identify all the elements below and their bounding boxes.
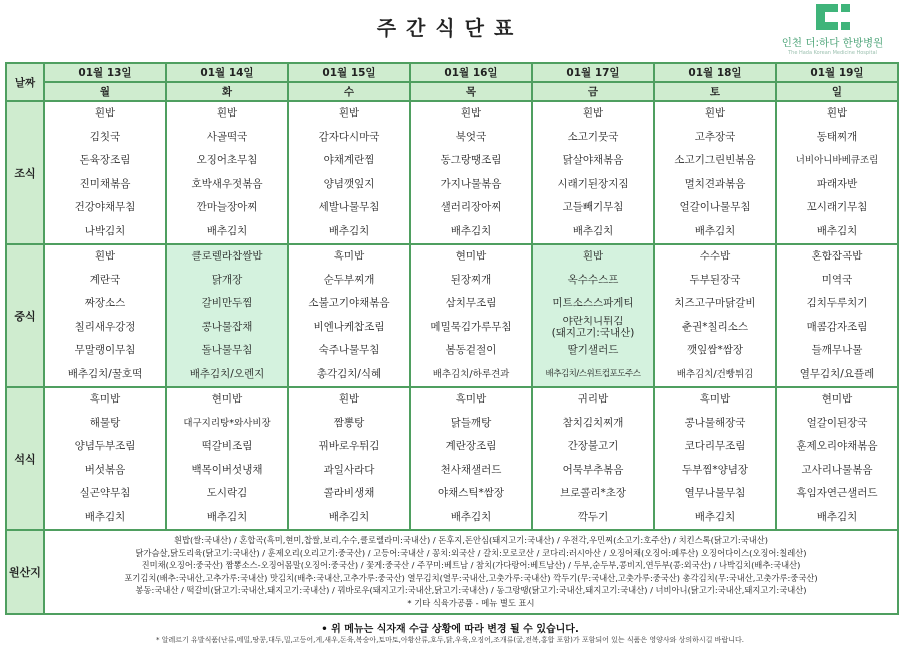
menu-item: 미트소스스파게티 xyxy=(552,297,634,309)
dinner-day-cell xyxy=(654,387,776,530)
menu-item: 양념두부조림 xyxy=(74,440,136,452)
day-weekday: 일 xyxy=(776,82,898,101)
menu-item: 두부찜*양념장 xyxy=(681,463,749,476)
menu-item: 김치두루치기 xyxy=(806,297,868,309)
allergy-notice: * 알레르기 유발식품(난류,메밀,땅콩,대두,밀,고등어,게,새우,돈육,복숭아,토마토,아황산류,호두,닭,우육,오징어,조개류(굴,전복,홍합 포함)가 포함되어 있는 식품은 영양사와 상의하시길 바랍니다. xyxy=(156,636,744,644)
menu-item: 흰밥 xyxy=(338,107,360,119)
day-weekday: 토 xyxy=(654,82,776,101)
breakfast-row xyxy=(6,101,898,244)
day-weekday: 수 xyxy=(288,82,410,101)
menu-item: 현미밥 xyxy=(211,393,243,405)
menu-item: 흰밥 xyxy=(460,107,482,119)
menu-item: 김칫국 xyxy=(89,130,121,143)
lunch-day-cell xyxy=(288,244,410,387)
menu-item: 소불고기야채볶음 xyxy=(308,297,390,309)
menu-item: 오징어초무침 xyxy=(196,154,258,166)
menu-item: 칠리새우강정 xyxy=(74,320,136,333)
menu-item: 봄동겉절이 xyxy=(445,344,497,356)
menu-item: 돈육장조림 xyxy=(79,154,131,166)
lunch-day-cell xyxy=(410,244,532,387)
menu-item: 배추김치 xyxy=(328,510,370,523)
menu-item: 깍두기 xyxy=(577,510,609,523)
dinner-day-cell xyxy=(776,387,898,530)
menu-item: 열무김치/요플레 xyxy=(799,367,875,380)
menu-item: 숙주나물무침 xyxy=(318,344,380,356)
menu-item: 클로렐라찹쌀밥 xyxy=(191,250,263,262)
menu-item: 닭들깨탕 xyxy=(450,416,492,429)
menu-item: 꼬시래기무침 xyxy=(806,201,868,213)
menu-item: 콩나물잡채 xyxy=(201,320,253,333)
menu-item: 북엇국 xyxy=(455,130,487,143)
menu-item: 흰밥 xyxy=(94,107,116,119)
menu-item: 콩나물해장국 xyxy=(684,416,746,429)
day-date: 01월 14일 xyxy=(166,63,288,82)
menu-item: 흰밥 xyxy=(704,107,726,119)
dinner-day-cell xyxy=(288,387,410,530)
menu-item: 떡갈비조림 xyxy=(201,440,253,452)
day-date: 01월 18일 xyxy=(654,63,776,82)
menu-item: 어묵부추볶음 xyxy=(562,463,624,476)
menu-item: 삼치무조림 xyxy=(445,297,497,309)
menu-item: 배추김치 xyxy=(450,510,492,523)
menu-item: 참치김치찌개 xyxy=(562,416,624,429)
breakfast-day-cell xyxy=(166,101,288,244)
hospital-logo-icon xyxy=(816,4,850,30)
menu-item: 두부된장국 xyxy=(689,273,741,286)
origin-line: 진미채(오징어:중국산) 짬뽕소스-오징어몸말(오징어:중국산) / 꽃게:중국산 / 주꾸미:베트남 / 참치(가다랑어:베트남산) / 두부,순두부,콩비지,연두부(콩:외국산) / 나박김치(배추:국내산) xyxy=(141,560,801,571)
menu-item: 돌나물무침 xyxy=(201,344,253,356)
menu-item: 수수밥 xyxy=(699,250,731,262)
day-weekday: 화 xyxy=(166,82,288,101)
menu-item: 백목이버섯냉채 xyxy=(191,463,263,476)
menu-item: 깐마늘장아찌 xyxy=(196,201,258,213)
menu-item: 실곤약무침 xyxy=(79,487,131,499)
menu-item: 샐러리장아찌 xyxy=(440,201,502,213)
menu-item: 배추김치 xyxy=(572,224,614,237)
menu-item: 순두부찌개 xyxy=(323,273,375,286)
change-notice: • 위 메뉴는 식자재 수급 상황에 따라 변경 될 수 있습니다. xyxy=(321,624,579,635)
origin-label: 원산지 xyxy=(6,530,44,614)
menu-item: 얼갈이된장국 xyxy=(806,416,868,429)
menu-item: 계란국 xyxy=(89,273,121,286)
lunch-row xyxy=(6,244,898,387)
menu-item: 사골떡국 xyxy=(206,130,248,143)
menu-item: 간장불고기 xyxy=(567,440,619,452)
menu-item: 귀리밥 xyxy=(577,393,609,405)
menu-item: 멸치견과볶음 xyxy=(684,177,746,190)
day-weekday: 목 xyxy=(410,82,532,101)
menu-item: 닭살야채볶음 xyxy=(562,154,624,166)
menu-item: 짬뽕탕 xyxy=(333,416,365,429)
menu-item: 배추김치 xyxy=(816,224,858,237)
menu-item: 흑미밥 xyxy=(333,250,365,262)
breakfast-day-cell xyxy=(532,101,654,244)
day-date: 01월 15일 xyxy=(288,63,410,82)
menu-item: 현미밥 xyxy=(821,393,853,405)
menu-item: 배추김치 xyxy=(450,224,492,237)
menu-item: 건강야채무침 xyxy=(74,201,136,213)
menu-item: 배추김치 xyxy=(328,224,370,237)
breakfast-day-cell xyxy=(776,101,898,244)
menu-item: 감자다시마국 xyxy=(318,130,380,143)
menu-item: 야채스틱*쌈장 xyxy=(437,487,505,499)
origin-line: * 기타 식육가공품 - 메뉴 별도 표시 xyxy=(407,597,535,608)
lunch-day-cell xyxy=(532,244,654,387)
menu-item: 소고기그린빈볶음 xyxy=(674,154,756,166)
menu-item: 비엔나케찹조림 xyxy=(313,320,385,333)
dinner-day-cell xyxy=(166,387,288,530)
menu-item: 계란장조림 xyxy=(445,440,497,452)
menu-item: 매콤감자조림 xyxy=(806,320,868,333)
day-date: 01월 16일 xyxy=(410,63,532,82)
menu-item: 배추김치/하루견과 xyxy=(432,368,510,380)
menu-item: 딸기샐러드 xyxy=(567,344,619,356)
menu-item: 흑미밥 xyxy=(699,393,731,405)
menu-item: 천사채샐러드 xyxy=(440,463,502,476)
hospital-logo xyxy=(770,2,895,62)
hospital-name: 인천 더:하다 한방병원 xyxy=(781,37,884,49)
breakfast-day-cell xyxy=(44,101,166,244)
menu-item: 소고기뭇국 xyxy=(567,130,619,143)
menu-item: 동태찌개 xyxy=(816,130,858,143)
lunch-day-cell xyxy=(166,244,288,387)
lunch-label: 중식 xyxy=(6,244,44,387)
menu-item: 세발나물무침 xyxy=(318,201,380,213)
dinner-day-cell xyxy=(410,387,532,530)
breakfast-day-cell xyxy=(654,101,776,244)
menu-item: 고들빼기무침 xyxy=(562,201,624,213)
menu-item: 양념깻잎지 xyxy=(323,177,375,190)
menu-item: 꿔바로우튀김 xyxy=(318,440,380,452)
day-date: 01월 13일 xyxy=(44,63,166,82)
menu-item: 흰밥 xyxy=(582,107,604,119)
menu-item: 흰밥 xyxy=(338,393,360,405)
menu-item: 배추김치 xyxy=(694,510,736,523)
origin-line: 흰밥(쌀:국내산) / 혼합곡(흑미,현미,찹쌀,보리,수수,클로렐라미:국내산) / 돈후지,돈안심(돼지고기:국내산) / 우전각,우민찌(소고기:호주산) / 치킨스톡(닭고기:국내산) xyxy=(173,535,768,545)
menu-item: 동그랑땡조림 xyxy=(440,154,502,166)
menu-item: 열무나물무침 xyxy=(684,487,746,499)
day-date: 01월 17일 xyxy=(532,63,654,82)
day-weekday: 월 xyxy=(44,82,166,101)
menu-item: 고사리나물볶음 xyxy=(801,463,873,476)
menu-item: 호박새우젓볶음 xyxy=(191,177,263,190)
day-weekday: 금 xyxy=(532,82,654,101)
menu-item: 치즈고구마닭갈비 xyxy=(674,297,756,309)
menu-item: 진미채볶음 xyxy=(79,177,131,190)
menu-item: 배추김치 xyxy=(84,510,126,523)
menu-item: 미역국 xyxy=(821,273,853,286)
menu-item: 현미밥 xyxy=(455,250,487,262)
page-title: 주간식단표 xyxy=(376,16,524,40)
menu-item: 배추김치 xyxy=(206,510,248,523)
origin-row xyxy=(6,530,898,614)
menu-item: 브로콜리*초장 xyxy=(559,487,627,499)
breakfast-day-cell xyxy=(288,101,410,244)
menu-item: 된장찌개 xyxy=(450,273,492,286)
menu-item: 메밀묵김가루무침 xyxy=(430,320,512,333)
menu-item: 흑미밥 xyxy=(455,393,487,405)
menu-item: 나박김치 xyxy=(84,224,126,237)
menu-item: 너비아니바베큐조림 xyxy=(795,155,879,166)
header-weekday-row xyxy=(6,82,898,101)
day-date: 01월 19일 xyxy=(776,63,898,82)
hospital-subtitle: The Hada Korean Medicine Hospital xyxy=(788,50,877,56)
breakfast-label: 조식 xyxy=(6,101,44,244)
origin-info xyxy=(44,530,898,614)
menu-item: 얼갈이나물무침 xyxy=(679,201,751,213)
menu-item: 파래자반 xyxy=(816,177,858,190)
menu-item: 흰밥 xyxy=(216,107,238,119)
menu-item: 흰밥 xyxy=(582,250,604,262)
menu-item: 짜장소스 xyxy=(84,297,126,309)
menu-item: 과일사라다 xyxy=(323,463,375,476)
menu-item: 야채계란찜 xyxy=(323,154,375,166)
menu-item: 흑미밥 xyxy=(89,393,121,405)
date-label: 날짜 xyxy=(6,63,44,101)
menu-item: 닭개장 xyxy=(211,273,243,286)
menu-item: 깻잎쌈*쌈장 xyxy=(687,344,743,356)
menu-item: 배추김치/스위트컵포도주스 xyxy=(545,368,641,379)
menu-item: 버섯볶음 xyxy=(84,463,126,476)
breakfast-day-cell xyxy=(410,101,532,244)
menu-item: 대구지리탕*와사비장 xyxy=(183,417,271,429)
dinner-day-cell xyxy=(532,387,654,530)
lunch-day-cell xyxy=(654,244,776,387)
menu-item: 배추김치 xyxy=(816,510,858,523)
weekly-menu-table xyxy=(5,62,899,615)
menu-item: 흑임자연근샐러드 xyxy=(796,487,878,499)
menu-item: 배추김치 xyxy=(694,224,736,237)
menu-item: 무말랭이무침 xyxy=(74,344,136,356)
menu-item: 배추김치/오렌지 xyxy=(189,367,265,380)
origin-line: 포기김치(배추:국내산,고추가루:국내산) 맛김치(배추:국내산,고추가루:중국산) 열무김치(열무:국내산,고춧가루:국내산) 깍두기(무:국내산,고춧가루:중국산) 총각김치(무:국내산,고춧가루:중국산) xyxy=(124,572,818,583)
menu-item: 흰밥 xyxy=(94,250,116,262)
menu-item-line: 야란치니튀김 xyxy=(562,315,624,328)
menu-item: 배추김치/건빵튀김 xyxy=(676,368,754,380)
menu-item xyxy=(533,316,653,340)
menu-item: 해물탕 xyxy=(89,416,121,429)
menu-item: 콜라비생채 xyxy=(323,487,375,499)
menu-item: 도시락김 xyxy=(206,487,248,499)
menu-item: 춘권*칠리소스 xyxy=(681,320,749,333)
menu-item: 시래기된장지짐 xyxy=(557,177,629,190)
lunch-day-cell xyxy=(44,244,166,387)
header-date-row xyxy=(6,63,898,82)
dinner-row xyxy=(6,387,898,530)
menu-item: 들깨무나물 xyxy=(811,344,863,356)
origin-line: 봉동:국내산 / 떡갈비(닭고기:국내산,돼지고기:국내산) / 꿔바로우(돼지고기:국내산,닭고기:국내산) / 동그랑땡(닭고기:국내산,돼지고기:국내산) / 너비아니(닭고기:국내산,돼지고기:국내산) xyxy=(135,585,807,596)
menu-item: 갈비만두찜 xyxy=(201,297,253,309)
menu-item: 가지나물볶음 xyxy=(440,177,502,190)
menu-item: 총각김치/식혜 xyxy=(316,367,382,380)
menu-item: 고추장국 xyxy=(694,130,736,143)
menu-item: 코다리무조림 xyxy=(684,440,746,452)
menu-item: 옥수수스프 xyxy=(567,273,619,286)
menu-item: 흰밥 xyxy=(826,107,848,119)
menu-item-line: (돼지고기:국내산) xyxy=(551,327,635,339)
menu-item: 혼합잡곡밥 xyxy=(811,250,863,262)
menu-item: 배추김치 xyxy=(206,224,248,237)
lunch-day-cell xyxy=(776,244,898,387)
menu-item: 배추김치/꿀호떡 xyxy=(67,367,143,380)
dinner-label: 석식 xyxy=(6,387,44,530)
menu-item: 훈제오리야채볶음 xyxy=(796,440,878,452)
origin-line: 닭가슴살,닭도리육(닭고기:국내산) / 훈제오리(오리고기:중국산) / 고등어:국내산 / 꽁치:외국산 / 갈치:모로코산 / 코다리:러시아산 / 오징어채(오징어:페루산) 오징어다이스(오징어:칠레산) xyxy=(135,547,807,558)
dinner-day-cell xyxy=(44,387,166,530)
